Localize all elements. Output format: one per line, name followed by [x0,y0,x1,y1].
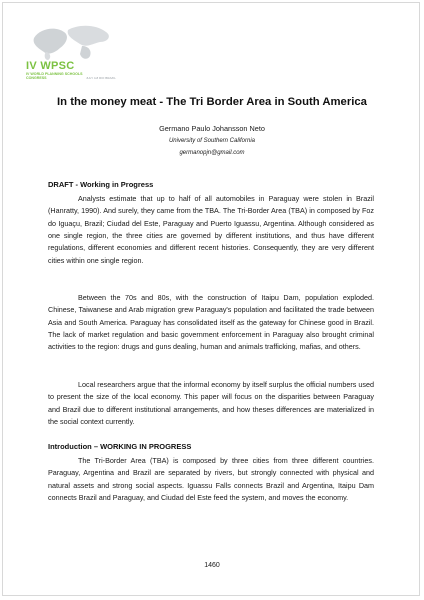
logo-tagline: JULY 4-8 RIO BRAZIL [86,76,116,80]
paragraph-3: Local researchers argue that the informal economy by itself surplus the official numbers used to present the size of the local economy. This paper will focus on the disparities between Paraguay and Brazil due to different institutional arrangements, and how theses differences are materialized in the social context currently. [48,380,374,427]
author-affiliation: University of Southern California [168,138,256,144]
page-number: 1460 [204,562,220,569]
author-email: germanopjn@gmail.com [179,150,245,156]
logo-subtitle: IV WORLD PLANNING SCHOOLS CONGRESS [26,72,83,81]
world-map-icon [26,22,116,62]
paragraph-2: Between the 70s and 80s, with the construction of Itaipu Dam, population exploded. Chinese, Taiwanese and Arab migration grew Paraguay's population and facilitated the trade between Asia and South America. Paraguay has consolidated itself as the gateway for Chinese good in Brazil. The lack of market regulation and basic government enforcement in Paraguay also brought criminal activities to the region: drugs and guns dealing, human and animals trafficking, mafias, and others. [48,293,374,352]
introduction-heading: Introduction – WORKING IN PROGRESS [48,442,192,451]
paper-title: In the money meat - The Tri Border Area in South America [57,96,367,108]
logo-title: IV WPSC [26,60,75,72]
author-name: Germano Paulo Johansson Neto [159,124,265,133]
congress-logo [26,22,146,90]
paragraph-1: Analysts estimate that up to half of all automobiles in Paraguay were stolen in Brazil (Hanratty, 1990). And surely, they came from the TBA. The Tri-Border Area (TBA) in composed by Foz do Iguaçu, Brazil; Ciudad del Este, Paraguay and Puerto Iguassu, Argentina. Although considered as one single region, the three cities are governed by different institutions, and thus have different regulations, different economies and different recent histories. Consequently, they are very different cities within one single region. [48,194,374,265]
paragraph-4: The Tri-Border Area (TBA) is composed by three cities from three different countries. Paraguay, Argentina and Brazil are separated by rivers, but strongly connected with physical and natural assets and strong social aspects. Iguassu Falls connects Brazil and Argentina, Itaipu Dam connects Brazil and Paraguay, and Ciudad del Este feed the system, and moves the economy. [48,456,374,503]
draft-heading: DRAFT - Working in Progress [48,180,154,189]
